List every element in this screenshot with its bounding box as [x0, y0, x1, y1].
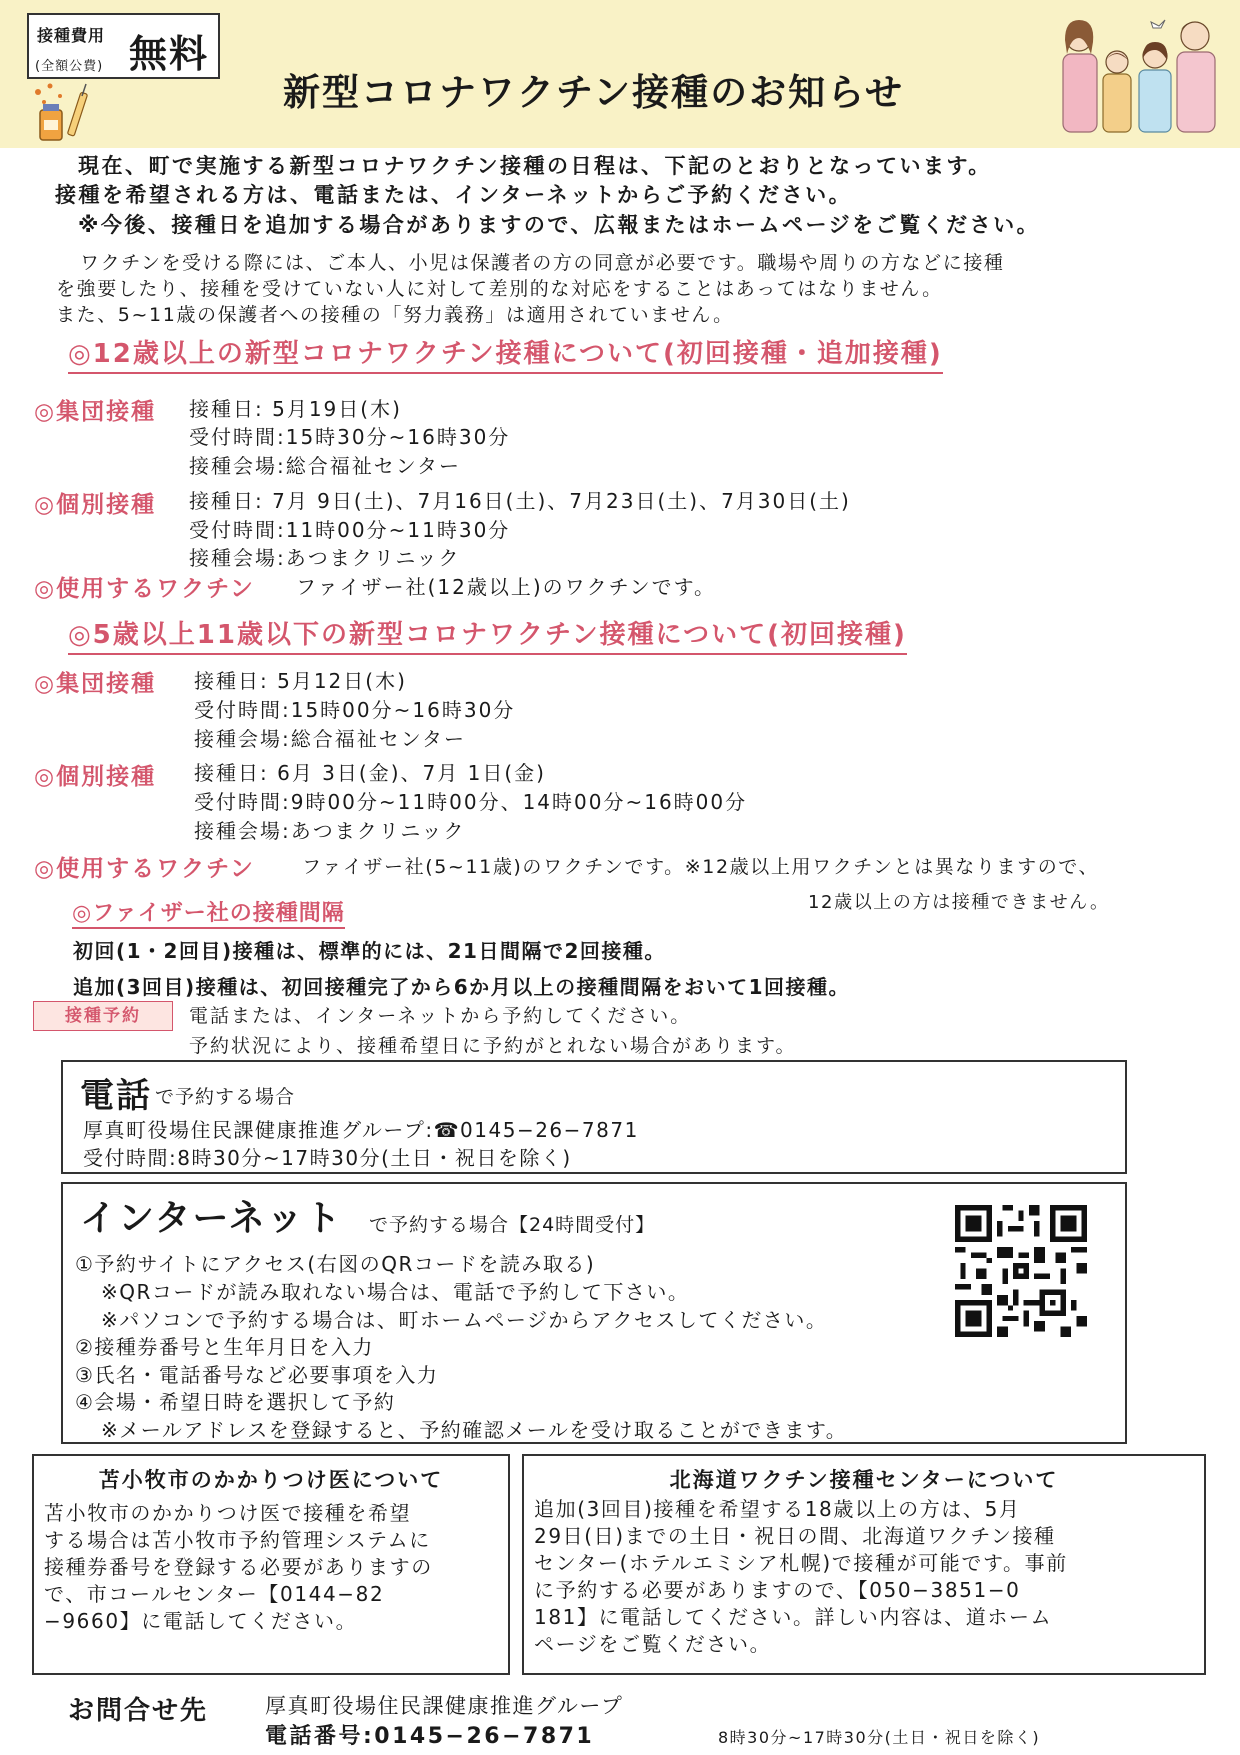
- hokkaido-box-title: 北海道ワクチン接種センターについて: [669, 1468, 1059, 1492]
- internet-box-heading: インターネット: [80, 1198, 343, 1239]
- section-5-indiv-venue: 接種会場:あつまクリニック: [194, 819, 466, 843]
- section-12-indiv-time: 受付時間:11時00分~11時30分: [189, 518, 511, 542]
- section-5-group-time: 受付時間:15時00分~16時30分: [194, 698, 516, 722]
- tomakomai-line-1: 苫小牧市のかかりつけ医で接種を希望: [44, 1501, 412, 1525]
- fee-label: 接種費用: [37, 26, 106, 45]
- page-title: 新型コロナワクチン接種のお知らせ: [283, 71, 905, 114]
- section-12-title: ◎12歳以上の新型コロナワクチン接種について(初回接種・追加接種): [68, 333, 943, 374]
- family-illustration-icon: [1055, 8, 1235, 143]
- contact-org: 厚真町役場住民課健康推進グループ: [265, 1694, 624, 1718]
- hokkaido-line-6: ページをご覧ください。: [534, 1632, 772, 1656]
- tomakomai-box: [32, 1454, 510, 1675]
- intro-line-2: 接種を希望される方は、電話または、インターネットからご予約ください。: [55, 183, 853, 207]
- interval-line-1: 初回(1・2回目)接種は、標準的には、21日間隔で2回接種。: [73, 939, 666, 963]
- internet-box-line-1: ①予約サイトにアクセス(右図のQRコードを読み取る): [75, 1252, 596, 1276]
- intro-note-2: を強要したり、接種を受けていない人に対して差別的な対応をすることはあってはなりません。: [56, 278, 943, 300]
- section-5-vaccine-text: ファイザー社(5~11歳)のワクチンです。※12歳以上用ワクチンとは異なりますので、: [302, 856, 1100, 878]
- intro-note-1: ワクチンを受ける際には、ご本人、小児は保護者の方の同意が必要です。職場や周りの方などに接種: [80, 252, 1005, 274]
- fee-box: [27, 13, 220, 79]
- intro-line-3: ※今後、接種日を追加する場合がありますので、広報またはホームページをご覧ください。: [78, 213, 1041, 237]
- hokkaido-line-1: 追加(3回目)接種を希望する18歳以上の方は、5月: [534, 1497, 1021, 1521]
- internet-box-line-2: ※QRコードが読み取れない場合は、電話で予約して下さい。: [101, 1280, 690, 1304]
- internet-box-line-3: ※パソコンで予約する場合は、町ホームページからアクセスしてください。: [101, 1308, 828, 1332]
- section-5-indiv-time: 受付時間:9時00分~11時00分、14時00分~16時00分: [194, 790, 748, 814]
- section-5-group-date: 接種日: 5月12日(木): [194, 669, 407, 693]
- phone-box-line-2: 受付時間:8時30分~17時30分(土日・祝日を除く): [83, 1146, 572, 1170]
- internet-box-line-7: ※メールアドレスを登録すると、予約確認メールを受け取ることができます。: [101, 1418, 848, 1442]
- contact-phone: 電話番号:0145−26−7871: [265, 1724, 595, 1749]
- section-12-group-venue: 接種会場:総合福祉センター: [189, 454, 461, 478]
- section-5-group-label: ◎集団接種: [34, 671, 157, 697]
- section-5-indiv-date: 接種日: 6月 3日(金)、7月 1日(金): [194, 761, 546, 785]
- reservation-line-1: 電話または、インターネットから予約してください。: [189, 1005, 692, 1027]
- section-12-indiv-label: ◎個別接種: [34, 492, 157, 518]
- hokkaido-box: [522, 1454, 1206, 1675]
- intro-line-1: 現在、町で実施する新型コロナワクチン接種の日程は、下記のとおりとなっています。: [78, 154, 992, 178]
- section-12-group-time: 受付時間:15時30分~16時30分: [189, 425, 511, 449]
- section-12-group-label: ◎集団接種: [34, 399, 157, 425]
- tomakomai-line-5: −9660】に電話してください。: [44, 1609, 358, 1633]
- section-5-vaccine-text-2: 12歳以上の方は接種できません。: [808, 892, 1110, 913]
- hokkaido-box-text: [534, 1496, 1068, 1658]
- section-5-vaccine-label: ◎使用するワクチン: [34, 856, 255, 882]
- contact-title: お問合せ先: [68, 1696, 209, 1726]
- reservation-line-2: 予約状況により、接種希望日に予約がとれない場合があります。: [189, 1035, 797, 1057]
- section-5-title: ◎5歳以上11歳以下の新型コロナワクチン接種について(初回接種): [68, 614, 907, 655]
- intro-note-3: また、5~11歳の保護者への接種の「努力義務」は適用されていません。: [56, 304, 734, 326]
- hokkaido-line-2: 29日(日)までの土日・祝日の間、北海道ワクチン接種: [534, 1524, 1056, 1548]
- section-12-indiv-venue: 接種会場:あつまクリニック: [189, 546, 461, 570]
- phone-reservation-box: [61, 1060, 1127, 1174]
- phone-box-heading: 電話: [80, 1076, 152, 1116]
- vaccine-vial-icon: [30, 82, 100, 142]
- hokkaido-line-4: に予約する必要がありますので、【050−3851−0: [534, 1578, 1021, 1602]
- tomakomai-box-title: 苫小牧市のかかりつけ医について: [98, 1468, 444, 1492]
- internet-box-line-4: ②接種券番号と生年月日を入力: [75, 1335, 374, 1359]
- header-banner: [0, 0, 1240, 148]
- contact-hours: 8時30分~17時30分(土日・祝日を除く): [718, 1728, 1041, 1747]
- reservation-badge: 接種予約: [33, 1001, 173, 1031]
- section-12-vaccine-text: ファイザー社(12歳以上)のワクチンです。: [296, 575, 717, 599]
- tomakomai-box-text: [44, 1500, 433, 1635]
- section-12-vaccine-label: ◎使用するワクチン: [34, 576, 255, 602]
- tomakomai-line-2: する場合は苫小牧市予約管理システムに: [44, 1528, 431, 1552]
- phone-box-line-1: 厚真町役場住民課健康推進グループ:☎0145−26−7871: [83, 1118, 639, 1142]
- phone-box-suffix: で予約する場合: [155, 1086, 296, 1108]
- interval-title: ◎ファイザー社の接種間隔: [72, 896, 345, 929]
- section-5-indiv-label: ◎個別接種: [34, 764, 157, 790]
- section-5-group-venue: 接種会場:総合福祉センター: [194, 727, 466, 751]
- internet-box-line-6: ④会場・希望日時を選択して予約: [75, 1390, 396, 1414]
- section-12-indiv-date: 接種日: 7月 9日(土)、7月16日(土)、7月23日(土)、7月30日(土): [189, 489, 851, 513]
- qr-code-icon[interactable]: [955, 1205, 1087, 1337]
- hokkaido-line-5: 181】に電話してください。詳しい内容は、道ホーム: [534, 1605, 1053, 1629]
- internet-box-suffix: で予約する場合【24時間受付】: [369, 1214, 656, 1236]
- section-12-group-date: 接種日: 5月19日(木): [189, 397, 402, 421]
- internet-box-line-5: ③氏名・電話番号など必要事項を入力: [75, 1363, 439, 1387]
- hokkaido-line-3: センター(ホテルエミシア札幌)で接種が可能です。事前: [534, 1551, 1068, 1575]
- tomakomai-line-4: で、市コールセンター【0144−82: [44, 1582, 385, 1606]
- tomakomai-line-3: 接種券番号を登録する必要がありますの: [44, 1555, 433, 1579]
- fee-value: 無料: [129, 32, 210, 76]
- fee-paren: (全額公費): [35, 59, 104, 74]
- interval-line-2: 追加(3回目)接種は、初回接種完了から6か月以上の接種間隔をおいて1回接種。: [73, 975, 851, 999]
